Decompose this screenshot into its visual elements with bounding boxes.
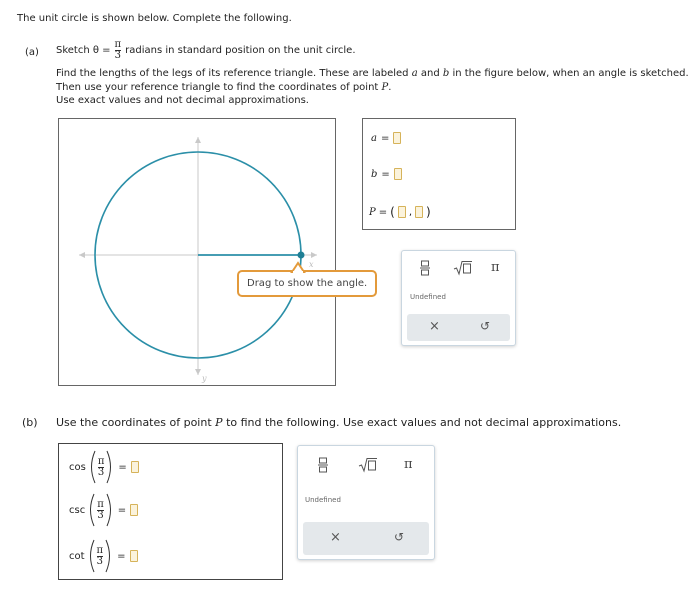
- part-a-label: (a): [25, 47, 39, 58]
- answer-b-equals: =: [381, 168, 390, 180]
- part-b-var-p: P: [215, 416, 223, 429]
- answer-p-label: P: [369, 206, 376, 218]
- answer-p-row: [369, 205, 431, 219]
- answer-p-x-input[interactable]: [398, 206, 406, 218]
- part-b-instruction: [56, 416, 621, 429]
- tick-mark: [244, 341, 254, 347]
- answer-a-label: a: [371, 132, 377, 144]
- tick-mark: [141, 341, 151, 347]
- part-b-instr-pre: Use the coordinates of point: [56, 416, 212, 429]
- tick-mark: [284, 301, 290, 311]
- tick-mark: [267, 178, 275, 186]
- cos-label: cos: [69, 461, 86, 473]
- right-paren: [106, 493, 114, 527]
- cos-arg-num: π: [97, 455, 105, 467]
- cot-equals: =: [117, 550, 126, 562]
- answer-p-equals: =: [378, 206, 388, 218]
- csc-label: csc: [69, 504, 86, 516]
- csc-answer-input[interactable]: [130, 504, 138, 516]
- right-paren: [105, 539, 113, 573]
- clear-button-a[interactable]: ×: [429, 319, 440, 334]
- csc-equals: =: [117, 504, 127, 516]
- comma: ,: [408, 206, 412, 218]
- var-b: b: [442, 68, 450, 79]
- close-paren: ): [426, 205, 431, 219]
- angle-numerator: π: [114, 39, 122, 50]
- answer-a-row: [371, 132, 401, 144]
- y-axis-label: y: [202, 374, 207, 383]
- answer-a-input[interactable]: [393, 132, 401, 144]
- math-keypad-a: [401, 250, 516, 346]
- undefined-button[interactable]: Undefined: [305, 496, 341, 504]
- instruction-line-2: Then use your reference triangle to find the coordinates of point P.: [56, 82, 392, 93]
- undo-button-b[interactable]: ↺: [394, 530, 405, 544]
- cot-label: cot: [69, 550, 85, 562]
- y-axis-top-arrow: [195, 137, 201, 143]
- angle-denominator: 3: [114, 50, 122, 61]
- cos-arg-fraction: [98, 457, 105, 478]
- instr-1-pre: Find the lengths of the legs of its reference triangle. These are labeled: [56, 68, 409, 79]
- pi-button[interactable]: π: [491, 260, 500, 275]
- sqrt-icon[interactable]: [358, 457, 378, 472]
- part-b-label: (b): [22, 416, 38, 429]
- cos-row: [69, 450, 139, 484]
- cos-arg-den: 3: [97, 466, 105, 478]
- tick-mark: [106, 198, 112, 208]
- sqrt-icon[interactable]: [453, 260, 473, 275]
- cot-arg-num: π: [96, 544, 104, 556]
- angle-drag-point[interactable]: [298, 252, 305, 259]
- x-axis-right-arrow: [311, 252, 317, 258]
- tick-mark: [244, 163, 254, 169]
- intro-text: The unit circle is shown below. Complete the following.: [17, 13, 292, 24]
- x-axis-left-arrow: [79, 252, 85, 258]
- word-and: and: [420, 68, 440, 79]
- answer-b-row: [371, 168, 402, 180]
- keypad-a-action-bar: [407, 314, 510, 341]
- clear-button-b[interactable]: ×: [330, 530, 341, 545]
- cos-answer-input[interactable]: [131, 461, 139, 473]
- instr-1-post: in the figure below, when an angle is sketched.: [452, 68, 689, 79]
- unit-circle-graph[interactable]: [58, 118, 336, 386]
- tick-mark: [141, 163, 151, 169]
- tick-mark: [121, 324, 129, 332]
- left-paren: [87, 493, 95, 527]
- cot-arg-fraction: [97, 546, 104, 567]
- y-axis-bottom-arrow: [195, 369, 201, 375]
- open-paren: (: [390, 205, 395, 219]
- part-b-instr-post: to find the following. Use exact values and not decimal approximations.: [226, 416, 622, 429]
- instruction-line-3: Use exact values and not decimal approximations.: [56, 95, 309, 106]
- answer-p-y-input[interactable]: [415, 206, 423, 218]
- sketch-prefix: Sketch θ =: [56, 45, 111, 56]
- x-axis-label: x: [309, 260, 314, 269]
- drag-tooltip: Drag to show the angle.: [237, 270, 377, 297]
- tick-mark: [121, 178, 129, 186]
- pi-button[interactable]: π: [404, 457, 413, 472]
- answer-panel-a: [362, 118, 516, 230]
- csc-arg-num: π: [97, 498, 104, 510]
- undo-button-a[interactable]: ↺: [480, 319, 491, 333]
- csc-arg-den: 3: [97, 509, 104, 521]
- answer-b-input[interactable]: [394, 168, 402, 180]
- tick-mark: [267, 324, 275, 332]
- cos-equals: =: [118, 461, 127, 473]
- sketch-suffix: radians in standard position on the unit circle.: [125, 45, 356, 56]
- tooltip-pointer: [291, 262, 305, 272]
- csc-row: [69, 493, 138, 527]
- answer-a-equals: =: [380, 132, 390, 144]
- angle-fraction: [115, 40, 122, 61]
- cot-row: [69, 539, 138, 573]
- instr-2: Then use your reference triangle to find the coordinates of point: [56, 82, 379, 93]
- instruction-line-1: [56, 68, 689, 79]
- left-paren: [88, 450, 96, 484]
- answer-b-label: b: [371, 168, 378, 180]
- keypad-b-action-bar: [303, 522, 429, 555]
- unit-circle-svg[interactable]: [59, 119, 335, 385]
- sketch-instruction: [56, 40, 356, 61]
- fraction-icon[interactable]: [420, 260, 430, 276]
- fraction-icon[interactable]: [318, 457, 328, 473]
- var-a: a: [411, 68, 418, 79]
- right-paren: [106, 450, 114, 484]
- cot-arg-den: 3: [96, 555, 104, 567]
- tick-mark: [106, 301, 112, 311]
- var-p: P: [381, 82, 389, 93]
- cot-answer-input[interactable]: [130, 550, 138, 562]
- answer-panel-b: [58, 443, 283, 580]
- math-keypad-b: [297, 445, 435, 560]
- left-paren: [87, 539, 95, 573]
- tick-mark: [284, 198, 290, 208]
- csc-arg-fraction: [97, 500, 104, 521]
- undefined-button[interactable]: Undefined: [410, 293, 446, 301]
